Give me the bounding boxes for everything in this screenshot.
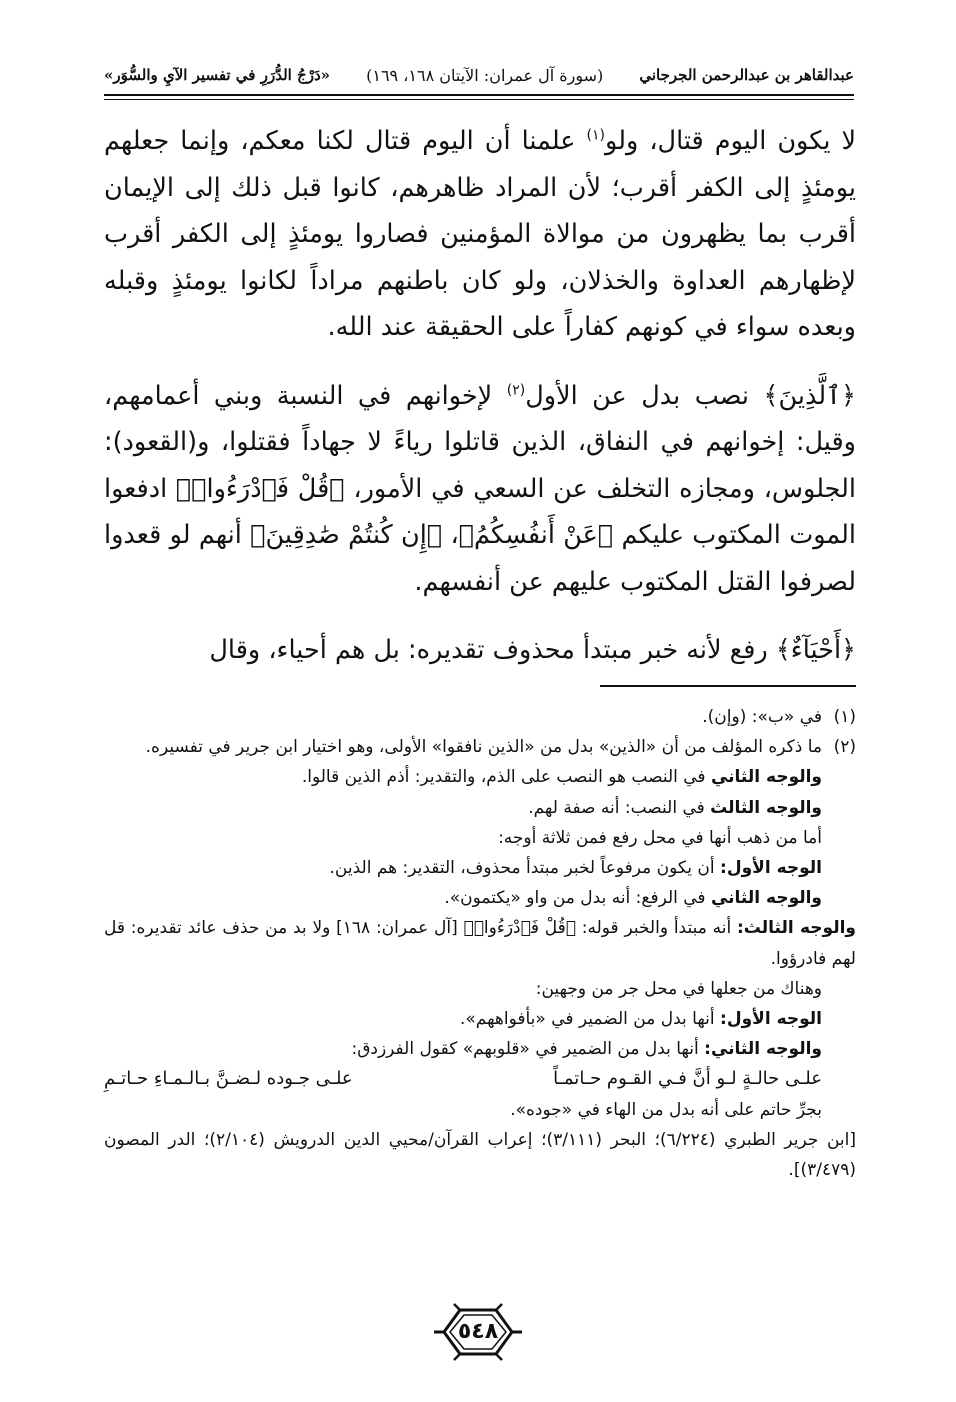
header-author: عبدالقاهر بن عبدالرحمن الجرجاني xyxy=(639,66,854,84)
footnote-1 xyxy=(104,702,856,732)
footnote-ref-2: (٢) xyxy=(506,382,526,398)
poetry-verse xyxy=(104,1064,856,1094)
footnote-line: بجرِّ حاتم على أنه بدل من الهاء في «جوده». xyxy=(510,1099,822,1120)
footnote-line: والوجه الثاني في النصب هو النصب على الذم، والتقدير: أذم الذين قالوا. xyxy=(301,767,822,788)
footnote-line: الوجه الأول: أنها بدل من الضمير في «بأفواههم». xyxy=(459,1009,822,1030)
verse-first-hemistich: علـى حالـةٍ لـو أنَّ فـي القـوم حـاتمـاً xyxy=(553,1068,822,1090)
header-rule xyxy=(104,94,854,96)
quran-quote: ﴿قُلْ فَٱدْرَءُوا۟﴾ xyxy=(175,473,345,504)
quran-quote: ﴿عَنْ أَنفُسِكُمُ﴾ xyxy=(458,520,614,550)
paragraph-2: ﴿ٱلَّذِينَ﴾ نصب بدل عن الأول$^{(٢)}$ لإخوانهم في النسبة وبني أعمامهم، وقيل: إخوانهم في النفاق، الذين قاتلوا رياءً لا جهاداً فقتلوا، و(القعود): الجلوس، ومجازه التخلف عن السعي في الأمور، ﴿قُلْ فَٱدْرَءُوا۟﴾ ادفعوا الموت المكتوب عليكم ﴿عَنْ أَنفُسِكُمُ﴾، ﴿إِن كُنتُمْ صَٰدِقِينَ﴾ أنهم لو قعدوا لصرفوا القتل المكتوب عليهم عن أنفسهم. xyxy=(104,380,856,597)
running-header xyxy=(104,58,854,92)
footnote-ref-1: (١) xyxy=(586,127,606,144)
footnote-line: والوجه الثاني في الرفع: أنه بدل من واو «يكتمون». xyxy=(444,888,822,909)
footnote-line: الوجه الأول: أن يكون مرفوعاً لخبر مبتدأ محذوف، التقدير: هم الذين. xyxy=(329,858,822,879)
footnote-line: والوجه الثاني: أنها بدل من الضمير في «قلوبهم» كقول الفرزدق: xyxy=(351,1039,822,1060)
footnote-2 xyxy=(104,732,856,762)
footnote-line: والوجه الثالث: أنه مبتدأ والخبر قوله: ﴿قُلْ فَٱدْرَءُوا۟﴾ [آل عمران: ١٦٨] ولا بد من حذف عائد تقديره: قل لهم فادرؤوا. xyxy=(104,918,856,969)
footnote-text: في «ب»: (وإن). xyxy=(702,707,822,727)
footnote-separator xyxy=(600,685,856,687)
paragraph-3: ﴿أَحْيَآءٌ﴾ رفع لأنه خبر مبتدأ محذوف تقديره: بل هم أحياء، وقال xyxy=(209,635,856,665)
footnote-number: (١) xyxy=(833,707,856,727)
footnotes xyxy=(104,702,856,1185)
header-rule-thin xyxy=(104,99,854,100)
verse-second-hemistich: علـى جـوده لـضـنَّ بـالـمـاءِ حـاتـمِ xyxy=(104,1068,353,1090)
quran-quote: ﴿ٱلَّذِينَ﴾ xyxy=(763,380,856,411)
paragraph-1: لا يكون اليوم قتال، ولو$^{(١)}$ علمنا أن اليوم قتال لكنا معكم، وإنما جعلهم يومئذٍ إلى الكفر أقرب؛ لأن المراد ظاهرهم، كانوا قبل ذلك إلى الإيمان أقرب بما يظهرون من موالاة المؤمنين فصاروا يومئذٍ إلى الكفر أقرب لإظهارهم العداوة والخذلان، ولو كان باطنهم مراداً لكانوا يومئذٍ وقبله وبعده سواء في كونهم كفاراً على الحقيقة عند الله. xyxy=(104,126,857,342)
footnote-text: ما ذكره المؤلف من أن «الذين» بدل من «الذين نافقوا» الأولى، وهو اختيار ابن جرير في تفسيره. xyxy=(145,737,822,758)
page-number-ornament xyxy=(430,1302,526,1362)
footnote-references: [ابن جرير الطبري (٦/٢٢٤)؛ البحر (٣/١١١)؛ إعراب القرآن/محيي الدين الدرويش (٢/١٠٤)؛ الدر المصون (٣/٤٧٩)]. xyxy=(104,1129,856,1181)
page-number: ٥٤٨ xyxy=(457,1319,499,1344)
header-book-title: «دَرْجُ الدُّرَرِ في تفسير الآيِ والسُّوَر» xyxy=(104,66,331,84)
footnote-line: والوجه الثالث في النصب: أنه صفة لهم. xyxy=(528,797,822,818)
quran-quote: ﴿أَحْيَآءٌ﴾ xyxy=(775,635,856,665)
quran-quote: ﴿إِن كُنتُمْ صَٰدِقِينَ﴾ xyxy=(250,520,443,550)
header-surah-reference: (سورة آل عمران: الآيتان ١٦٨، ١٦٩) xyxy=(366,65,604,85)
footnote-line: أما من ذهب أنها في محل رفع فمن ثلاثة أوجه: xyxy=(498,827,822,848)
footnote-line: وهناك من جعلها في محل جر من وجهين: xyxy=(535,978,822,999)
footnote-number: (٢) xyxy=(833,737,856,758)
main-text xyxy=(104,118,856,674)
